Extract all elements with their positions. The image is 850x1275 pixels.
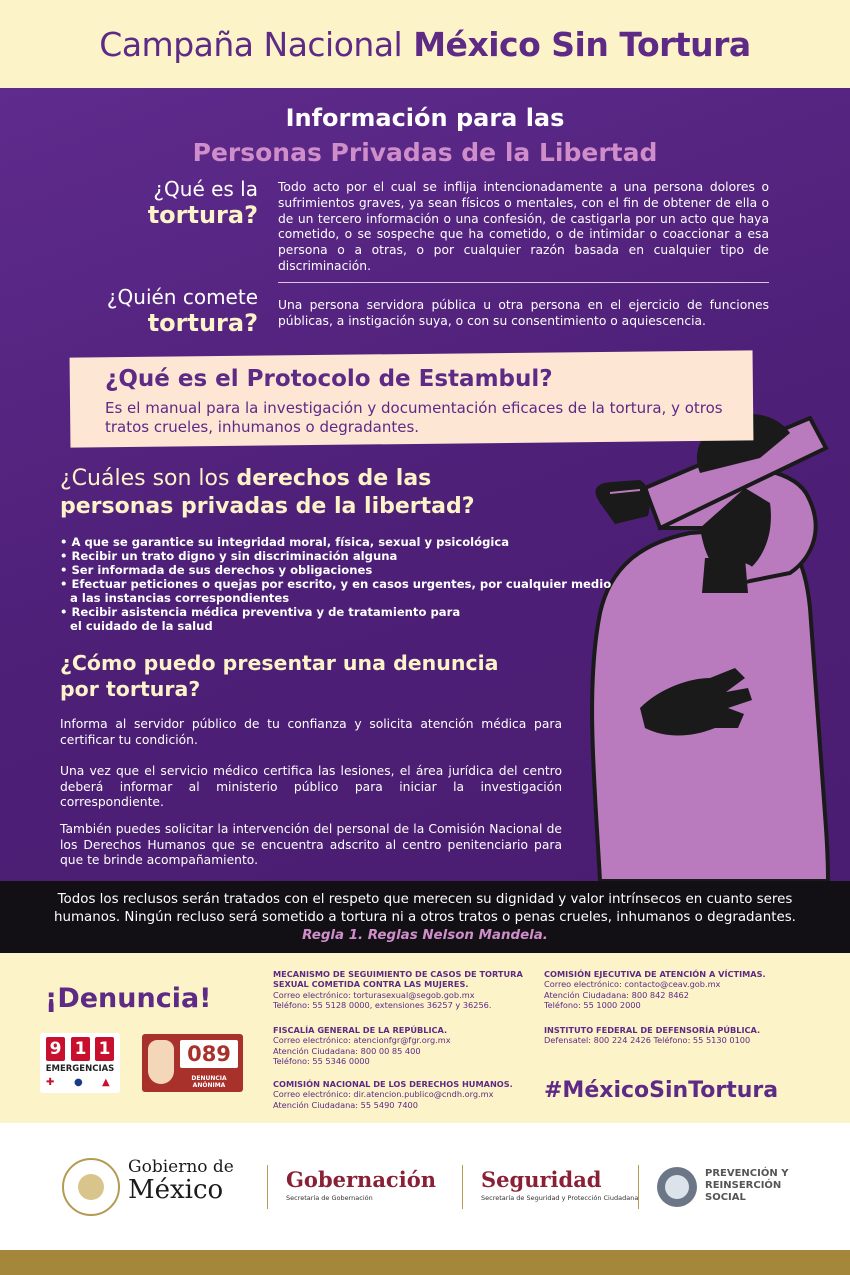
list-item: • Recibir asistencia médica preventiva y de tratamiento para el cuidado de la salud — [60, 605, 470, 633]
complaint-paragraph-2: Una vez que el servicio médico certifica las lesiones, el área jurídica del centro deberá informar al ministerio público para iniciar la investigación correspondiente. — [60, 764, 562, 809]
rights-title-bold1: derechos de las — [236, 466, 432, 491]
shield-icon — [148, 1040, 174, 1084]
divider — [278, 282, 769, 283]
list-item: • A que se garantice su integridad moral, física, sexual y psicológica — [60, 535, 620, 549]
contact-title: INSTITUTO FEDERAL DE DEFENSORÍA PÚBLICA. — [544, 1025, 761, 1035]
contact-fgr — [273, 1025, 523, 1067]
number-089: 089 — [180, 1040, 238, 1068]
main-panel — [0, 88, 850, 881]
contact-line: Defensatel: 800 224 2426 Teléfono: 55 5130 0100 — [544, 1035, 751, 1046]
complaint-title-line2: por tortura? — [60, 677, 201, 701]
anonymous-label: DENUNCIA ANÓNIMA — [191, 1075, 227, 1089]
contact-line: Atención Ciudadana: 800 00 85 400 — [273, 1045, 421, 1056]
gobernacion-sub: Secretaría de Gobernación — [286, 1194, 373, 1202]
q2-label — [60, 285, 258, 337]
contact-title: COMISIÓN EJECUTIVA DE ATENCIÓN A VÍCTIMAS. — [544, 969, 766, 979]
contact-line: Atención Ciudadana: 55 5490 7400 — [273, 1099, 418, 1110]
q1-label — [60, 177, 258, 229]
rights-title — [60, 465, 475, 521]
list-item: • Ser informada de sus derechos y obligaciones — [60, 563, 620, 577]
contact-title: MECANISMO DE SEGUIMIENTO DE CASOS DE TORTURA SEXUAL COMETIDA CONTRA LAS MUJERES. — [273, 969, 523, 990]
denuncia-heading: ¡Denuncia! — [45, 983, 212, 1014]
gold-footer-bar — [0, 1250, 850, 1275]
hashtag: #MéxicoSinTortura — [544, 1078, 779, 1103]
q1-text: Todo acto por el cual se inflija intencionadamente a una persona dolores o sufrimientos graves, ya sean físicos o mentales, con el fin de obtener de ella o de un tercero información o una confesión, de castigarla por un acto que haya cometido, o se sospeche que ha cometido, o de intimidar o coaccionar a esa persona o a otras, o por cualquier razón basada en cualquier tipo de discriminación. — [278, 180, 769, 273]
divider — [638, 1165, 639, 1209]
gob-line1: Gobierno de — [128, 1157, 234, 1177]
campaign-title-light: Campaña Nacional — [99, 24, 403, 64]
government-logos — [0, 1123, 850, 1250]
contact-line: Correo electrónico: atencionfgr@fgr.org.mx — [273, 1035, 451, 1046]
list-item: • Recibir un trato digno y sin discriminación alguna — [60, 549, 620, 563]
mandela-paragraph — [50, 891, 800, 945]
rights-list — [60, 535, 620, 633]
mandela-quote — [0, 881, 850, 953]
contact-title: COMISIÓN NACIONAL DE LOS DERECHOS HUMANOS. — [273, 1079, 513, 1089]
campaign-title — [99, 25, 750, 64]
prs-line3: SOCIAL — [705, 1192, 746, 1203]
contacts-section — [0, 953, 850, 1123]
rights-title-bold2: personas privadas de la libertad? — [60, 494, 475, 519]
complaint-title-line1: ¿Cómo puedo presentar una denuncia — [60, 651, 499, 675]
contact-ceav — [544, 969, 804, 1011]
mandela-text: Todos los reclusos serán tratados con el respeto que merecen su dignidad y valor intrínsecos en cuanto seres humanos. Ningún recluso será sometido a tortura ni a otros tratos o penas crueles, inhumanos o degradantes. — [54, 892, 796, 925]
contact-line: Atención Ciudadana: 800 842 8462 — [544, 989, 689, 1000]
list-item: • Efectuar peticiones o quejas por escrito, y en casos urgentes, por cualquier medio a las instancias correspondientes — [60, 577, 620, 605]
q2-label-line2: tortura? — [147, 309, 258, 337]
gobierno-de-mexico-logo — [128, 1157, 234, 1203]
contact-mujeres — [273, 969, 523, 1011]
contact-line: Correo electrónico: contacto@ceav.gob.mx — [544, 979, 721, 990]
complaint-paragraph-1: Informa al servidor público de tu confianza y solicita atención médica para certificar tu condición. — [60, 717, 562, 747]
prs-line2: REINSERCIÓN — [705, 1180, 782, 1191]
protocol-title: ¿Qué es el Protocolo de Estambul? — [105, 366, 553, 392]
q2-label-line1: ¿Quién comete — [106, 285, 258, 309]
contact-line: Correo electrónico: dir.atencion.publico@cndh.org.mx — [273, 1089, 494, 1100]
complaint-paragraph-3: También puedes solicitar la intervención del personal de la Comisión Nacional de los Derechos Humanos que se encuentra adscrito al centro penitenciario para que te brinde acompañamiento. — [60, 822, 562, 867]
coat-of-arms-logo — [62, 1158, 120, 1216]
digit-1: 1 — [71, 1037, 90, 1061]
eagle-icon — [78, 1174, 104, 1200]
gob-line2: México — [128, 1175, 224, 1205]
prs-logo-text — [705, 1168, 788, 1204]
contact-line: Teléfono: 55 1000 2000 — [544, 1000, 641, 1011]
contact-title: FISCALÍA GENERAL DE LA REPÚBLICA. — [273, 1025, 448, 1035]
prs-line1: PREVENCIÓN Y — [705, 1168, 789, 1179]
contact-line: Teléfono: 55 5346 0000 — [273, 1056, 370, 1067]
seguridad-logo — [481, 1167, 638, 1202]
prs-emblem-inner — [665, 1175, 689, 1199]
contact-line: Correo electrónico: torturasexual@segob.gob.mx — [273, 989, 475, 1000]
campaign-header — [0, 0, 850, 88]
emergency-label: EMERGENCIAS — [45, 1064, 115, 1074]
gobernacion-name: Gobernación — [286, 1167, 436, 1192]
emergency-911-logo — [40, 1033, 120, 1093]
info-subtitle: Personas Privadas de la Libertad — [192, 138, 658, 167]
prs-emblem-icon — [657, 1167, 697, 1207]
seguridad-name: Seguridad — [481, 1167, 602, 1192]
divider — [462, 1165, 463, 1209]
complaint-title — [60, 650, 498, 702]
rights-title-plain: ¿Cuáles son los — [60, 466, 237, 491]
q1-label-line1: ¿Qué es la — [153, 177, 258, 201]
gobernacion-logo — [286, 1167, 436, 1202]
digit-9: 9 — [46, 1037, 65, 1061]
info-title: Información para las — [285, 104, 565, 132]
q1-label-line2: tortura? — [147, 201, 258, 229]
seguridad-sub: Secretaría de Seguridad y Protección Ciudadana — [481, 1194, 639, 1202]
fire-icon: ▲ — [102, 1077, 110, 1088]
contact-ifdp — [544, 1025, 804, 1046]
contact-line: Teléfono: 55 5128 0000, extensiones 36257 y 36256. — [273, 1000, 492, 1011]
medical-cross-icon: ✚ — [46, 1077, 55, 1088]
divider — [267, 1165, 268, 1209]
anonymous-089-logo — [142, 1034, 243, 1092]
campaign-title-bold: México Sin Tortura — [413, 24, 751, 64]
q2-text: Una persona servidora pública u otra persona en el ejercicio de funciones públicas, a instigación suya, o con su consentimiento o aquiescencia. — [278, 298, 769, 328]
police-icon: ● — [74, 1077, 83, 1088]
digit-1b: 1 — [95, 1037, 114, 1061]
protocol-text: Es el manual para la investigación y documentación eficaces de la tortura, y otros tratos crueles, inhumanos o degradantes. — [105, 399, 723, 436]
contact-cndh — [273, 1079, 533, 1110]
mandela-rule: Regla 1. Reglas Nelson Mandela. — [302, 928, 548, 943]
